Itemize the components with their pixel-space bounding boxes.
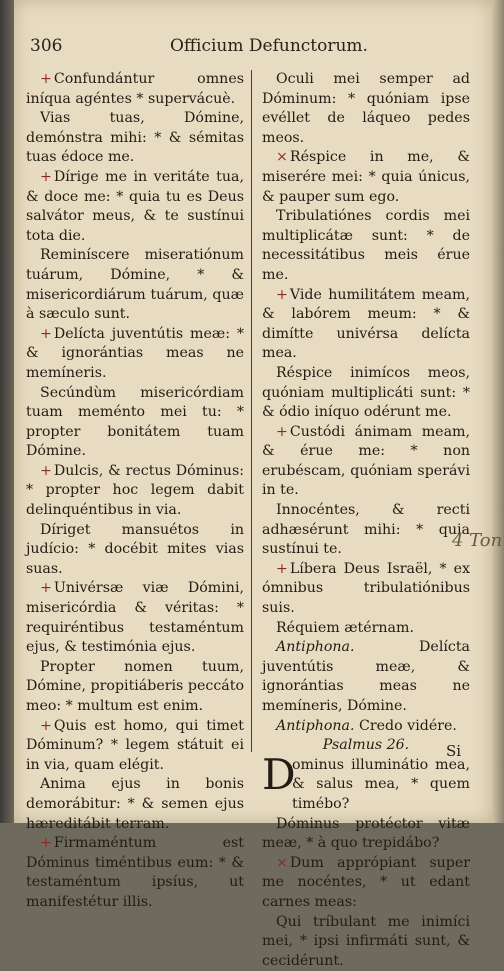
left-verse	[26, 70, 244, 109]
verse-text: Reminíscere miseratiónum tuárum, Dómine, * & misericordiárum tuárum, quæ à sæculo sunt.	[26, 247, 244, 323]
verse-text: Díriget mansuétos in judício: * docébit mites vias suas.	[26, 521, 244, 577]
verse-marker: ×	[276, 149, 288, 166]
verse-text: Anima ejus in bonis demorábitur: * & semen ejus hæreditábit terram.	[26, 776, 244, 832]
antiphon-2-label: Antiphona.	[276, 717, 355, 734]
verse-marker: +	[40, 325, 52, 342]
left-verse	[26, 246, 244, 324]
right-verse	[262, 286, 470, 364]
right-verse	[262, 501, 470, 560]
right-verse	[262, 70, 470, 148]
right-verses	[262, 70, 470, 638]
psalm-title: Psalmus 26.	[322, 737, 410, 754]
verse-text: Vias tuas, Dómine, demónstra mihi: * & sémitas tuas édoce me.	[26, 110, 244, 166]
page-header	[30, 36, 470, 60]
left-column	[26, 70, 244, 913]
verse-text: Confundántur omnes iníqua agéntes * supervácuè.	[26, 71, 244, 107]
verse-text: Dírige me in veritáte tua, & doce me: * quia tu es Deus salvátor meus, & te sustínui tota die.	[26, 168, 244, 244]
verse-text: Réspice inimícos meos, quóniam multiplicáti sunt: * & ódio iníquo odérunt me.	[262, 364, 470, 421]
verse-text: Réspice in me, & miserére mei: * quia únicus, & pauper sum ego.	[262, 149, 470, 205]
verse-text: Secúndùm misericórdiam tuam meménto mei tu: * propter bonitátem tuam Dómine.	[26, 384, 244, 460]
verse-marker: +	[40, 580, 52, 597]
verse-text: Dulcis, & rectus Dóminus: * propter hoc legem dabit delinquéntibus in via.	[26, 462, 244, 519]
verse-text: Dum apprópiant super me nocéntes, * ut edant carnes meas:	[262, 854, 470, 910]
drop-cap: D	[262, 749, 296, 799]
right-verse	[262, 619, 470, 639]
antiphon-1-label: Antiphona.	[276, 639, 355, 656]
right-verse	[262, 148, 470, 207]
page-edge	[492, 0, 504, 823]
psalm-first-verse	[262, 749, 470, 815]
verse-text: Dóminus protéctor vitæ meæ, * à quo trepidábo?	[262, 815, 470, 852]
right-verse	[262, 364, 470, 423]
verse-text: ominus illuminátio mea, & salus mea, * quem timébo?	[292, 756, 470, 812]
verse-marker: ×	[276, 854, 288, 871]
column-divider	[251, 70, 252, 752]
antiphon-2-text: Credo vidére.	[359, 717, 457, 734]
left-verse	[26, 775, 244, 834]
verse-text: Vide humilitátem meam, & labórem meum: * & dimítte univérsa delícta mea.	[262, 286, 470, 362]
psalm-verse	[262, 854, 470, 913]
verse-text: Delícta juventútis meæ: * & ignorántias meas ne memíneris.	[26, 325, 244, 381]
right-verse	[262, 560, 470, 619]
left-verse	[26, 168, 244, 246]
antiphon-1	[262, 638, 470, 716]
running-title: Officium Defunctorum.	[170, 36, 368, 56]
left-verse	[26, 658, 244, 717]
verse-marker: +	[40, 462, 52, 479]
verse-text: Firmaméntum est Dóminus timéntibus eum: * & testaméntum ipsíus, ut manifestétur illis.	[26, 835, 244, 910]
verse-text: Oculi mei semper ad Dóminum: * quóniam ipse evéllet de láqueo pedes meos.	[262, 71, 470, 146]
verse-text: Tribulatiónes cordis mei multiplicátæ sunt: * de necessitátibus meis érue me.	[262, 208, 470, 283]
page-number: 306	[30, 36, 63, 56]
antiphon-1-text: Delícta juventútis meæ, & ignorántias meas ne memíneris, Dómine.	[262, 639, 470, 714]
verse-text: Innocéntes, & recti adhæsérunt mihi: * quia sustínui te.	[262, 502, 470, 558]
verse-marker: +	[40, 168, 52, 185]
antiphon-2	[262, 717, 470, 737]
left-verse	[26, 717, 244, 776]
verse-text: Líbera Deus Israël, * ex ómnibus tribulatiónibus suis.	[262, 560, 470, 617]
verse-text: Réquiem ætérnam.	[276, 619, 414, 636]
psalm-verse	[262, 913, 470, 971]
psalm-verse	[262, 815, 470, 854]
left-verse	[26, 579, 244, 657]
verse-marker: +	[40, 835, 52, 852]
left-verse	[26, 109, 244, 168]
verse-text: Univérsæ viæ Dómini, misericórdia & véritas: * requiréntibus testaméntum ejus, & testimónia ejus.	[26, 580, 244, 656]
right-verse	[262, 423, 470, 501]
left-verse	[26, 834, 244, 912]
verse-text: Custódi ánimam meam, & érue me: * non erubéscam, quóniam sperávi in te.	[262, 423, 470, 499]
left-verse	[26, 384, 244, 462]
catchword: Si	[446, 742, 462, 760]
verse-marker: +	[276, 286, 288, 303]
verse-marker: +	[276, 560, 288, 577]
verse-marker: +	[276, 423, 288, 440]
book-spine	[0, 0, 14, 823]
psalm-verses	[262, 749, 470, 971]
handwritten-margin-note: 4 Ton	[452, 530, 503, 551]
right-column	[262, 70, 470, 971]
verse-text: Qui tríbulant me inimíci mei, * ipsi infirmáti sunt, & cecidérunt.	[262, 913, 470, 969]
verse-text: Quis est homo, qui timet Dóminum? * legem státuit ei in via, quam elégit.	[26, 717, 244, 773]
left-verse	[26, 462, 244, 521]
right-verse	[262, 207, 470, 285]
left-verse	[26, 521, 244, 580]
verse-marker: +	[40, 71, 52, 87]
verse-marker: +	[40, 717, 52, 734]
left-verse	[26, 325, 244, 384]
verse-text: Propter nomen tuum, Dómine, propitiáberis peccáto meo: * multum est enim.	[26, 658, 244, 714]
